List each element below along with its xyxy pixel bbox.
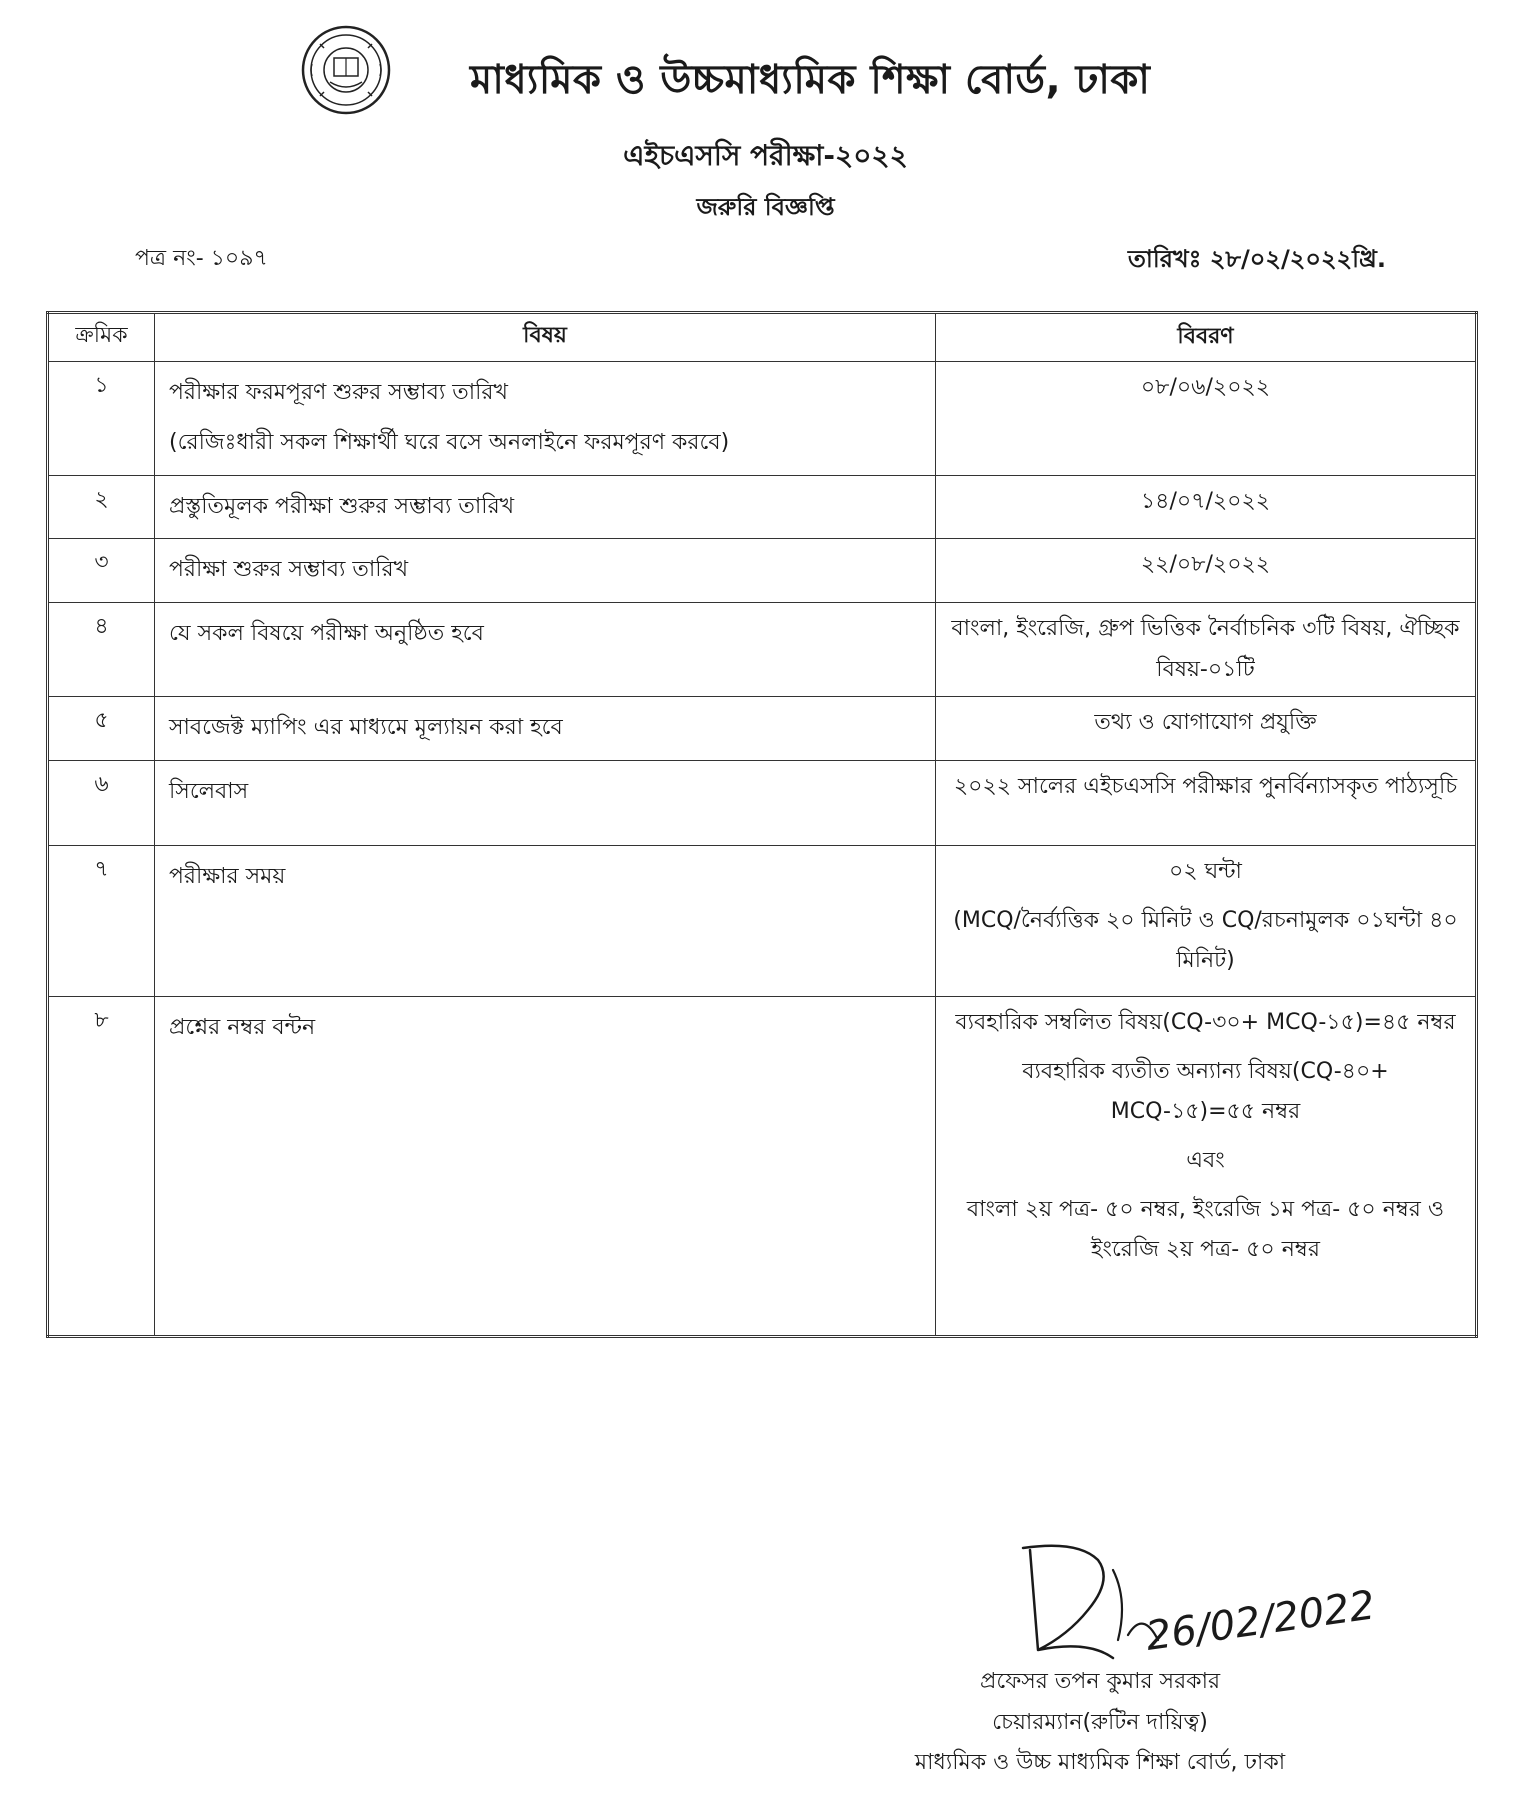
row-serial: ২	[48, 475, 155, 539]
table-row	[48, 475, 1477, 539]
table-row	[48, 996, 1477, 1336]
marks-language: বাংলা ২য় পত্র- ৫০ নম্বর, ইংরেজি ১ম পত্র- ৫০ নম্বর ও ইংরেজি ২য় পত্র- ৫০ নম্বর	[966, 1196, 1445, 1263]
memo-number: পত্র নং- ১০৯৭	[135, 246, 268, 271]
signatory-designation: চেয়ারম্যান(রুটিন দায়িত্ব)	[992, 1709, 1208, 1735]
row-detail-text: ০২ ঘন্টা	[1169, 858, 1242, 884]
row-subject: সাবজেক্ট ম্যাপিং এর মাধ্যমে মূল্যায়ন করা হবে	[155, 697, 936, 761]
row-subject: প্রস্তুতিমূলক পরীক্ষা শুরুর সম্ভাব্য তারিখ	[155, 475, 936, 539]
table-row	[48, 602, 1477, 696]
table-row	[48, 361, 1477, 475]
row-detail: ২০২২ সালের এইচএসসি পরীক্ষার পুনর্বিন্যাসকৃত পাঠ্যসূচি	[936, 760, 1477, 845]
row-serial: ১	[48, 361, 155, 475]
row-subject: যে সকল বিষয়ে পরীক্ষা অনুষ্ঠিত হবে	[155, 602, 936, 696]
table-row	[48, 845, 1477, 996]
row-subject-text: পরীক্ষার ফরমপূরণ শুরুর সম্ভাব্য তারিখ	[169, 379, 508, 405]
notice-table	[46, 311, 1478, 1338]
row-serial: ৬	[48, 760, 155, 845]
table-row	[48, 539, 1477, 603]
handwritten-signature	[1018, 1540, 1458, 1670]
header-subject: বিষয়	[155, 313, 936, 362]
marks-practical: ব্যবহারিক সম্বলিত বিষয়(CQ-৩০+ MCQ-১৫)=৪৫ নম্বর	[955, 1009, 1456, 1035]
row-detail-note: (MCQ/নৈর্ব্যত্তিক ২০ মিনিট ও CQ/রচনামুলক ০১ঘন্টা ৪০ মিনিট)	[953, 907, 1458, 974]
row-detail: বাংলা, ইংরেজি, গ্রুপ ভিত্তিক নৈর্বাচনিক ৩টি বিষয়, ঐচ্ছিক বিষয়-০১টি	[936, 602, 1477, 696]
row-serial: ৫	[48, 697, 155, 761]
board-name: মাধ্যমিক ও উচ্চমাধ্যমিক শিক্ষা বোর্ড, ঢাকা	[470, 57, 1151, 103]
table-row	[48, 760, 1477, 845]
notice-title: জরুরি বিজ্ঞপ্তি	[696, 193, 835, 221]
row-subject: পরীক্ষা শুরুর সম্ভাব্য তারিখ	[155, 539, 936, 603]
board-seal-logo	[300, 24, 392, 116]
row-subject	[155, 361, 936, 475]
marks-and: এবং	[1186, 1147, 1225, 1173]
row-subject: প্রশ্নের নম্বর বন্টন	[155, 996, 936, 1336]
row-serial: ৩	[48, 539, 155, 603]
exam-title: এইচএসসি পরীক্ষা-২০২২	[623, 139, 908, 172]
row-subject: পরীক্ষার সময়	[155, 845, 936, 996]
row-detail: ২২/০৮/২০২২	[936, 539, 1477, 603]
table-row	[48, 697, 1477, 761]
row-serial: ৮	[48, 996, 155, 1336]
row-serial: ৭	[48, 845, 155, 996]
notice-date: তারিখঃ ২৮/০২/২০২২খ্রি.	[1127, 245, 1386, 273]
svg-text:26/02/2022: 26/02/2022	[1142, 1582, 1378, 1660]
header-serial: ক্রমিক	[48, 313, 155, 362]
row-detail	[936, 996, 1477, 1336]
row-subject: সিলেবাস	[155, 760, 936, 845]
header-detail: বিবরণ	[936, 313, 1477, 362]
row-detail: তথ্য ও যোগাযোগ প্রযুক্তি	[936, 697, 1477, 761]
row-detail: ০৮/০৬/২০২২	[936, 361, 1477, 475]
table-header-row	[48, 313, 1477, 362]
row-detail	[936, 845, 1477, 996]
signatory-name: প্রফেসর তপন কুমার সরকার	[979, 1669, 1221, 1694]
row-serial: ৪	[48, 602, 155, 696]
row-subject-note: (রেজিঃধারী সকল শিক্ষার্থী ঘরে বসে অনলাইনে ফরমপূরণ করবে)	[169, 430, 730, 456]
marks-non-practical: ব্যবহারিক ব্যতীত অন্যান্য বিষয়(CQ-৪০+ MCQ-১৫)=৫৫ নম্বর	[1022, 1058, 1389, 1125]
signature-block	[850, 1662, 1350, 1784]
signatory-office: মাধ্যমিক ও উচ্চ মাধ্যমিক শিক্ষা বোর্ড, ঢাকা	[914, 1750, 1286, 1776]
row-detail: ১৪/০৭/২০২২	[936, 475, 1477, 539]
